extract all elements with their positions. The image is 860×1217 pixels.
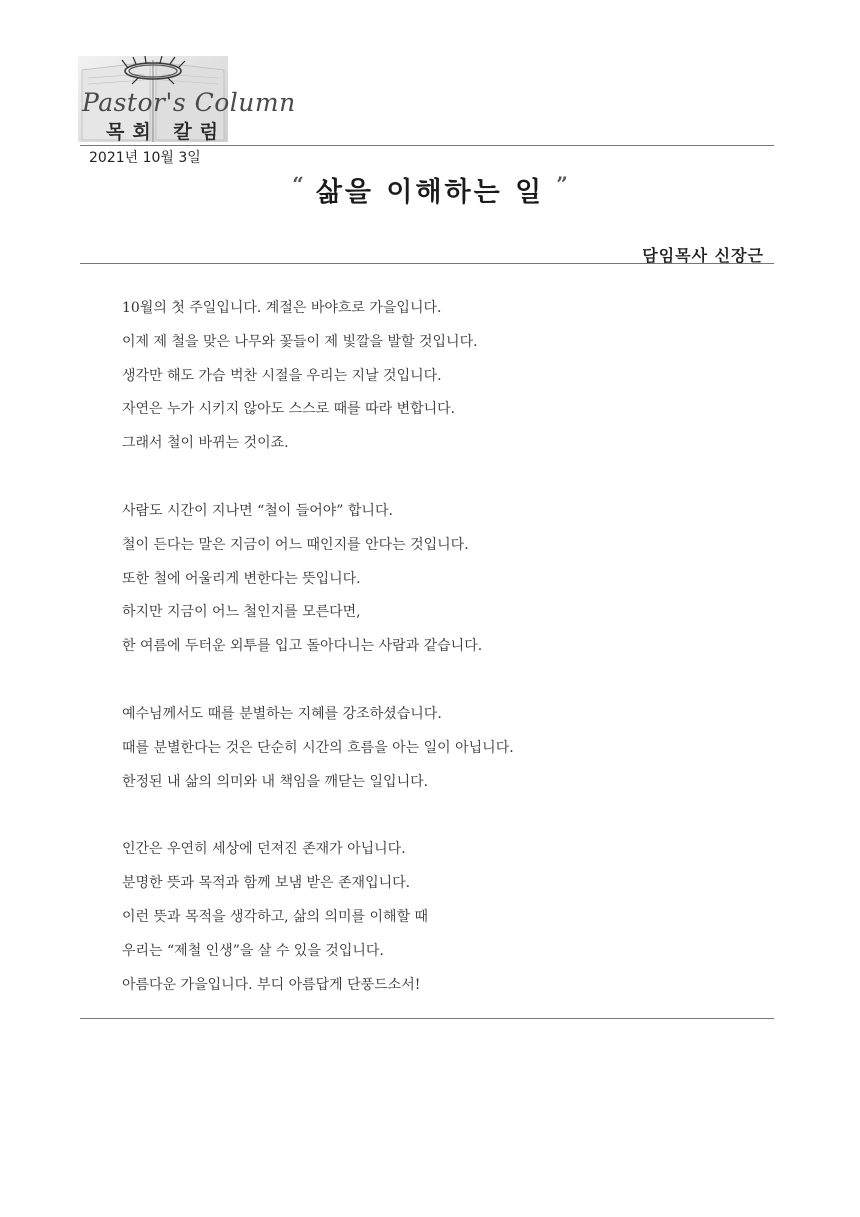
column-body — [122, 296, 782, 1040]
body-line: 한정된 내 삶의 의미와 내 책임을 깨닫는 일입니다. — [122, 773, 429, 790]
header-divider — [80, 145, 774, 146]
logo-title: Pastor's Column — [82, 88, 296, 117]
body-line: 그래서 철이 바뀌는 것이죠. — [122, 435, 289, 452]
close-quote: ” — [556, 172, 568, 196]
column-date: 2021년 10월 3일 — [89, 150, 201, 166]
body-line: 때를 분별한다는 것은 단순히 시간의 흐름을 아는 일이 아닙니다. — [122, 739, 514, 756]
title-divider — [80, 263, 774, 264]
paragraph-2 — [122, 499, 782, 668]
title-text: 삶을 이해하는 일 — [315, 177, 545, 208]
body-line: 아름다운 가을입니다. 부디 아름답게 단풍드소서! — [122, 976, 421, 993]
body-line: 이런 뜻과 목적을 생각하고, 삶의 의미를 이해할 때 — [122, 908, 429, 925]
body-line: 생각만 해도 가슴 벅찬 시절을 우리는 지날 것입니다. — [122, 367, 442, 384]
body-line: 분명한 뜻과 목적과 함께 보냄 받은 존재입니다. — [122, 875, 411, 892]
body-line: 하지만 지금이 어느 철인지를 모른다면, — [122, 604, 361, 621]
logo-subtitle: 목회 칼럼 — [106, 121, 227, 143]
body-line: 인간은 우연히 세상에 던져진 존재가 아닙니다. — [122, 841, 406, 858]
paragraph-1 — [122, 296, 782, 465]
body-line: 예수님께서도 때를 분별하는 지혜를 강조하셨습니다. — [122, 705, 442, 722]
footer-divider — [80, 1018, 774, 1019]
author-name: 담임목사 신장근 — [642, 246, 764, 265]
paragraph-4 — [122, 837, 782, 1006]
body-line: 사람도 시간이 지나면 “철이 들어야” 합니다. — [122, 502, 393, 519]
column-title — [0, 170, 860, 209]
body-line: 한 여름에 두터운 외투를 입고 돌아다니는 사람과 같습니다. — [122, 638, 483, 655]
body-line: 또한 철에 어울리게 변한다는 뜻입니다. — [122, 570, 361, 587]
paragraph-3 — [122, 702, 782, 803]
body-line: 자연은 누가 시키지 않아도 스스로 때를 따라 변합니다. — [122, 401, 456, 418]
pastors-column-logo — [78, 56, 296, 143]
body-line: 철이 든다는 말은 지금이 어느 때인지를 안다는 것입니다. — [122, 536, 469, 553]
body-line: 이제 제 철을 맞은 나무와 꽃들이 제 빛깔을 발할 것입니다. — [122, 333, 478, 350]
open-quote: “ — [292, 172, 304, 196]
body-line: 10월의 첫 주일입니다. 계절은 바야흐로 가을입니다. — [122, 300, 442, 316]
body-line: 우리는 “제철 인생”을 살 수 있을 것입니다. — [122, 942, 384, 959]
